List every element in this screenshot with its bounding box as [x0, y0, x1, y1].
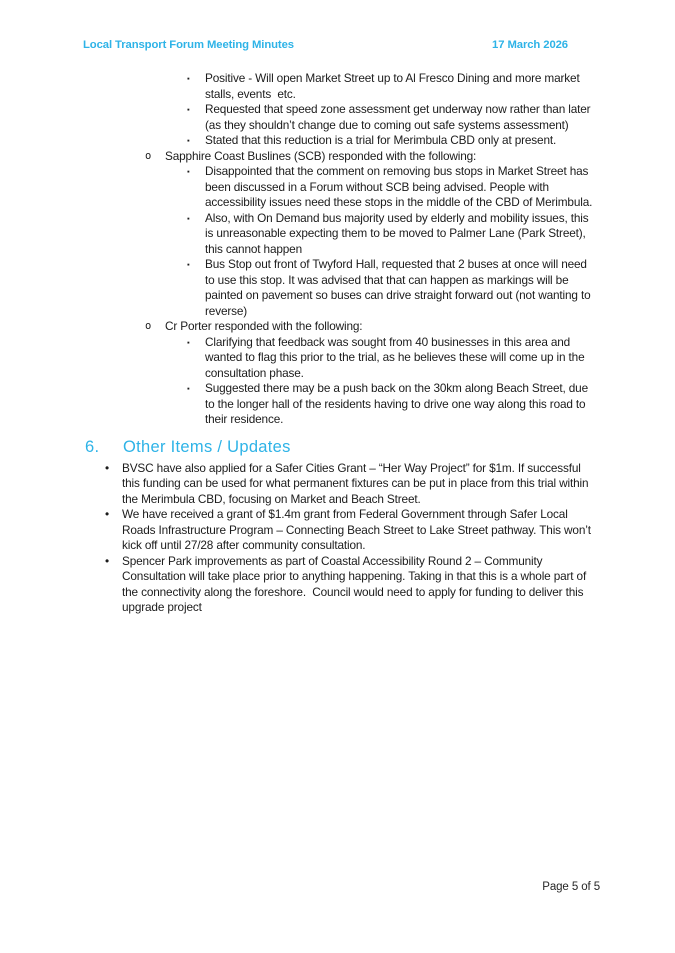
list-item-text: Also, with On Demand bus majority used by elderly and mobility issues, this is unreasonable expecting them to be moved to Palmer Lane (Park Street), this cannot happen: [205, 210, 592, 256]
list-item: [0, 71, 675, 102]
list-item: [0, 211, 675, 258]
list-item-text: Clarifying that feedback was sought from 40 businesses in this area and wanted to flag this prior to the trial, as he believes these will come up in the consultation phase.: [205, 334, 588, 380]
list-item: [0, 335, 675, 382]
list-item: [0, 554, 675, 616]
square-bullet-icon: ▪: [187, 260, 190, 269]
header-date: 17 March 2026: [492, 39, 568, 51]
square-bullet-icon: ▪: [187, 105, 190, 114]
circle-bullet-icon: o: [145, 149, 152, 162]
circle-bullet-icon: o: [145, 320, 152, 332]
section-heading: [0, 437, 675, 457]
header-title: Local Transport Forum Meeting Minutes: [83, 39, 294, 51]
list-item: [0, 319, 675, 335]
minutes-content: [0, 71, 675, 616]
list-item: [0, 507, 675, 554]
list-item-text: Suggested there may be a push back on the 30km along Beach Street, due to the longer hall of the residents having to drive one way along this road to their residence.: [205, 381, 592, 426]
disc-bullet-icon: •: [105, 553, 109, 568]
list-item: [0, 257, 675, 319]
list-item-text: Disappointed that the comment on removing bus stops in Market Street has been discussed in a Forum without SCB being advised. People with accessibility issues need these stops in the middle of the CBD of Merimbula.: [205, 164, 593, 209]
list-item-text: Positive - Will open Market Street up to Al Fresco Dining and more market stalls, events etc.: [205, 71, 583, 101]
square-bullet-icon: ▪: [187, 337, 190, 347]
list-item: [0, 133, 675, 149]
square-bullet-icon: ▪: [187, 384, 190, 393]
list-item: [0, 461, 675, 508]
list-item-text: Requested that speed zone assessment get underway now rather than later (as they shouldn’t change due to coming out safe systems assessment): [205, 102, 594, 132]
list-item-text: Spencer Park improvements as part of Coastal Accessibility Round 2 – Community Consultation will take place prior to anything happening. Taking in that this is a whole part of the connectivity along the foreshore. Council would need to apply for funding to deliver this upgrade project: [122, 553, 590, 614]
list-item-text: We have received a grant of $1.4m grant from Federal Government through Safer Local Roads Infrastructure Program – Connecting Beach Street to Lake Street pathway. This won’t kick off until 27/28 after community consultation.: [122, 507, 594, 552]
list-item-text: Bus Stop out front of Twyford Hall, requested that 2 buses at once will need to use this stop. It was advised that that can happen as markings will be painted on pavement so buses can drive straight forward out (not wanting to reverse): [205, 257, 594, 318]
list-item-text: Cr Porter responded with the following:: [165, 319, 363, 333]
list-item: [0, 164, 675, 211]
disc-bullet-icon: •: [105, 507, 109, 521]
page-number: Page 5 of 5: [542, 881, 600, 893]
page-header: [83, 39, 568, 51]
section-title: Other Items / Updates: [123, 437, 291, 456]
list-item: [0, 381, 675, 428]
list-item-text: Stated that this reduction is a trial for Merimbula CBD only at present.: [205, 133, 557, 147]
list-item-text: Sapphire Coast Buslines (SCB) responded with the following:: [165, 148, 477, 163]
square-bullet-icon: ▪: [187, 136, 190, 145]
list-item-text: BVSC have also applied for a Safer Cities Grant – “Her Way Project” for $1m. If successful this funding can be used for what permanent fixtures can be put in place from this trial within the Merimbula CBD, focusing on Market and Beach Street.: [122, 460, 592, 506]
disc-bullet-icon: •: [105, 460, 109, 475]
list-item: [0, 149, 675, 165]
square-bullet-icon: ▪: [187, 74, 190, 83]
section-number: 6.: [85, 437, 100, 456]
square-bullet-icon: ▪: [187, 213, 190, 223]
page-footer: [0, 881, 600, 893]
square-bullet-icon: ▪: [187, 167, 190, 176]
list-item: [0, 102, 675, 133]
